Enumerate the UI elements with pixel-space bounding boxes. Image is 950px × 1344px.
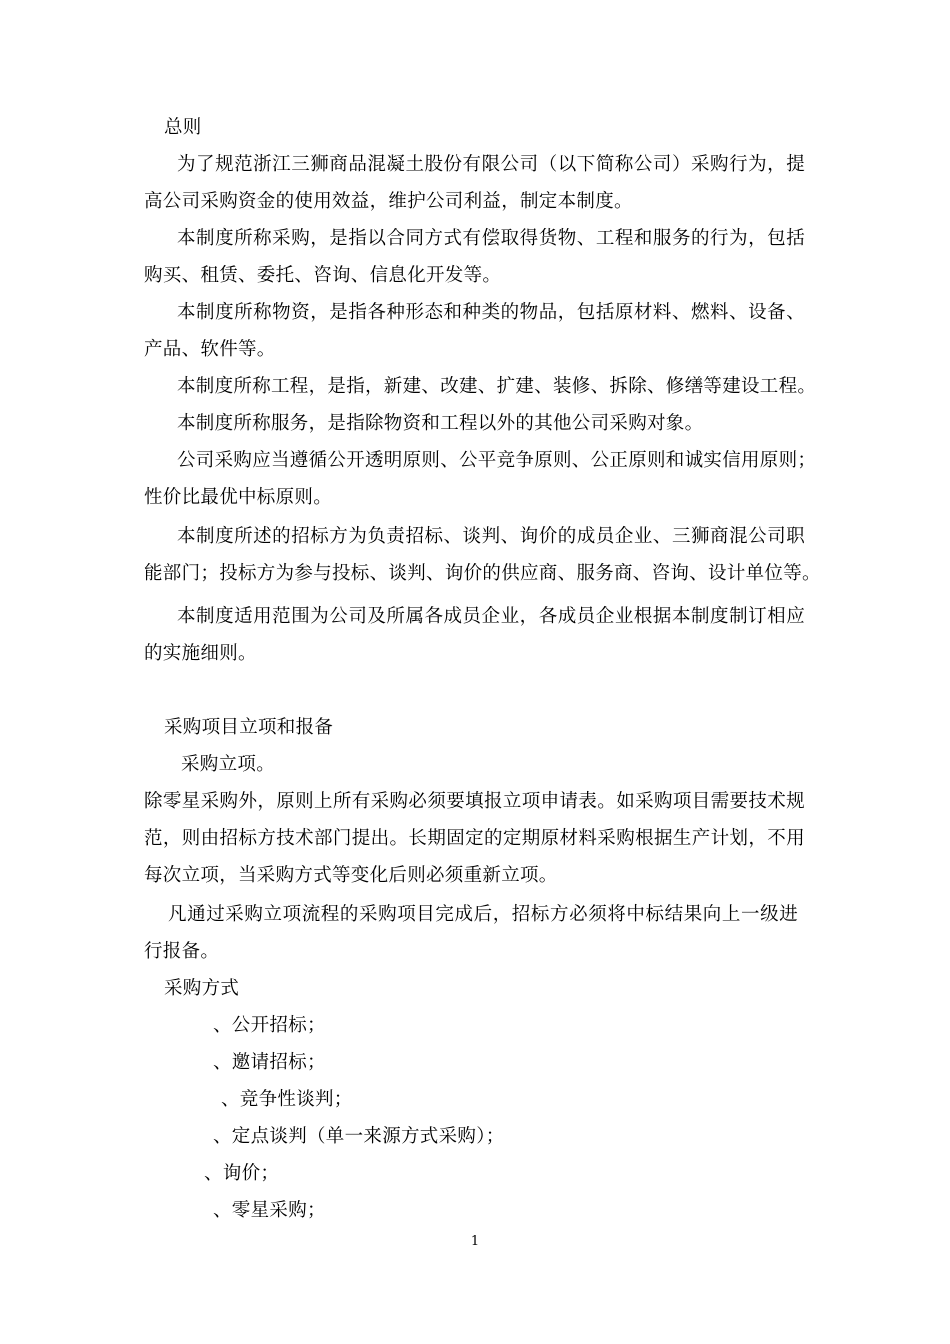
paragraph-line: 高公司采购资金的使用效益，维护公司利益，制定本制度。 — [144, 191, 633, 212]
method-item: 、邀请招标； — [213, 1052, 326, 1073]
section-heading-methods: 采购方式 — [164, 978, 240, 999]
paragraph-line: 产品、软件等。 — [144, 339, 276, 360]
method-item: 、定点谈判（单一来源方式采购）； — [213, 1126, 505, 1147]
page-number: 1 — [470, 1234, 480, 1249]
sub-heading-procurement-initiation: 采购立项。 — [181, 754, 276, 775]
method-item: 、零星采购； — [213, 1200, 326, 1221]
paragraph-line: 范，则由招标方技术部门提出。长期固定的定期原材料采购根据生产计划，不用 — [144, 828, 805, 849]
paragraph-line: 本制度所称采购，是指以合同方式有偿取得货物、工程和服务的行为，包括 — [177, 228, 805, 249]
paragraph-line: 本制度所述的招标方为负责招标、谈判、询价的成员企业、三狮商混公司职 — [177, 526, 805, 547]
paragraph-line: 的实施细则。 — [144, 643, 257, 664]
section-heading-project: 采购项目立项和报备 — [164, 717, 334, 738]
paragraph-line: 本制度所称物资，是指各种形态和种类的物品，包括原材料、燃料、设备、 — [177, 302, 805, 323]
method-item: 、询价； — [204, 1163, 280, 1184]
paragraph-line: 能部门；投标方为参与投标、谈判、询价的供应商、服务商、咨询、设计单位等。 — [144, 563, 821, 584]
paragraph-line: 除零星采购外，原则上所有采购必须要填报立项申请表。如采购项目需要技术规 — [144, 791, 805, 812]
method-item: 、公开招标； — [213, 1015, 326, 1036]
paragraph-line: 每次立项，当采购方式等变化后则必须重新立项。 — [144, 865, 558, 886]
method-item: 、竞争性谈判； — [221, 1089, 353, 1110]
paragraph-line: 凡通过采购立项流程的采购项目完成后，招标方必须将中标结果向上一级进 — [168, 904, 798, 925]
paragraph-line: 本制度所称工程，是指，新建、改建、扩建、装修、拆除、修缮等建设工程。 — [177, 376, 817, 397]
paragraph-line: 购买、租赁、委托、咨询、信息化开发等。 — [144, 265, 502, 286]
paragraph-line: 公司采购应当遵循公开透明原则、公平竞争原则、公正原则和诚实信用原则； — [177, 450, 817, 471]
paragraph-line: 行报备。 — [144, 941, 220, 962]
general-heading: 总则 — [164, 117, 202, 138]
paragraph-line: 本制度所称服务，是指除物资和工程以外的其他公司采购对象。 — [177, 413, 704, 434]
paragraph-line: 为了规范浙江三狮商品混凝土股份有限公司（以下简称公司）采购行为，提 — [177, 154, 805, 175]
paragraph-line: 性价比最优中标原则。 — [144, 487, 333, 508]
paragraph-line: 本制度适用范围为公司及所属各成员企业，各成员企业根据本制度制订相应 — [177, 606, 805, 627]
